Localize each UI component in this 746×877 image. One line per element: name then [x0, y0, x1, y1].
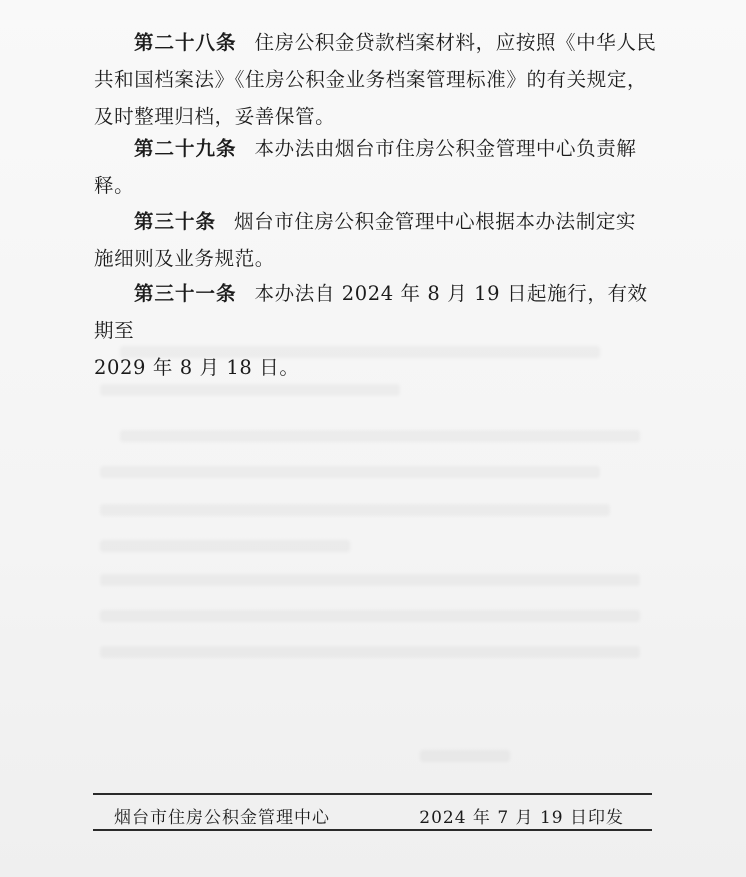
article-number: 第三十条: [134, 210, 217, 233]
show-through-line: [100, 610, 640, 622]
show-through-line: [120, 430, 640, 442]
show-through-line: [100, 540, 350, 552]
article-28-line-3: 及时整理归档，妥善保管。: [94, 105, 336, 128]
article-30-line-2: 施细则及业务规范。: [94, 247, 275, 270]
footer-bottom-rule: [93, 829, 652, 831]
article-number: 第三十一条: [134, 282, 237, 305]
article-31-line-2: 2029 年 8 月 18 日。: [94, 356, 300, 379]
article-30-line-1: [94, 203, 664, 240]
article-29-line-1: [94, 130, 664, 167]
article-number: 第二十九条: [134, 137, 237, 160]
article-31: [94, 275, 664, 386]
show-through-line: [100, 574, 640, 586]
article-30: [94, 203, 664, 277]
show-through-line: [420, 750, 510, 762]
article-31-line-1: [94, 275, 664, 349]
article-29: [94, 130, 664, 204]
article-text: 本办法自 2024 年 8 月 19 日起施行，有效期至: [94, 282, 648, 342]
show-through-line: [100, 504, 610, 516]
article-29-line-2: 释。: [94, 174, 135, 197]
article-28-line-1: [94, 24, 664, 61]
article-28: [94, 24, 664, 135]
article-text: 住房公积金贷款档案材料，应按照《中华人民: [254, 31, 657, 54]
article-28-line-2: 共和国档案法》《住房公积金业务档案管理标准》的有关规定，: [94, 68, 648, 91]
article-number: 第二十八条: [134, 31, 237, 54]
article-text: 本办法由烟台市住房公积金管理中心负责解: [254, 137, 637, 160]
show-through-line: [100, 646, 640, 658]
show-through-line: [100, 466, 600, 478]
issuing-authority: 烟台市住房公积金管理中心: [114, 808, 330, 828]
article-text: 烟台市住房公积金管理中心根据本办法制定实: [234, 210, 637, 233]
footer-top-rule: [93, 793, 652, 795]
issue-date: 2024 年 7 月 19 日印发: [419, 808, 624, 828]
